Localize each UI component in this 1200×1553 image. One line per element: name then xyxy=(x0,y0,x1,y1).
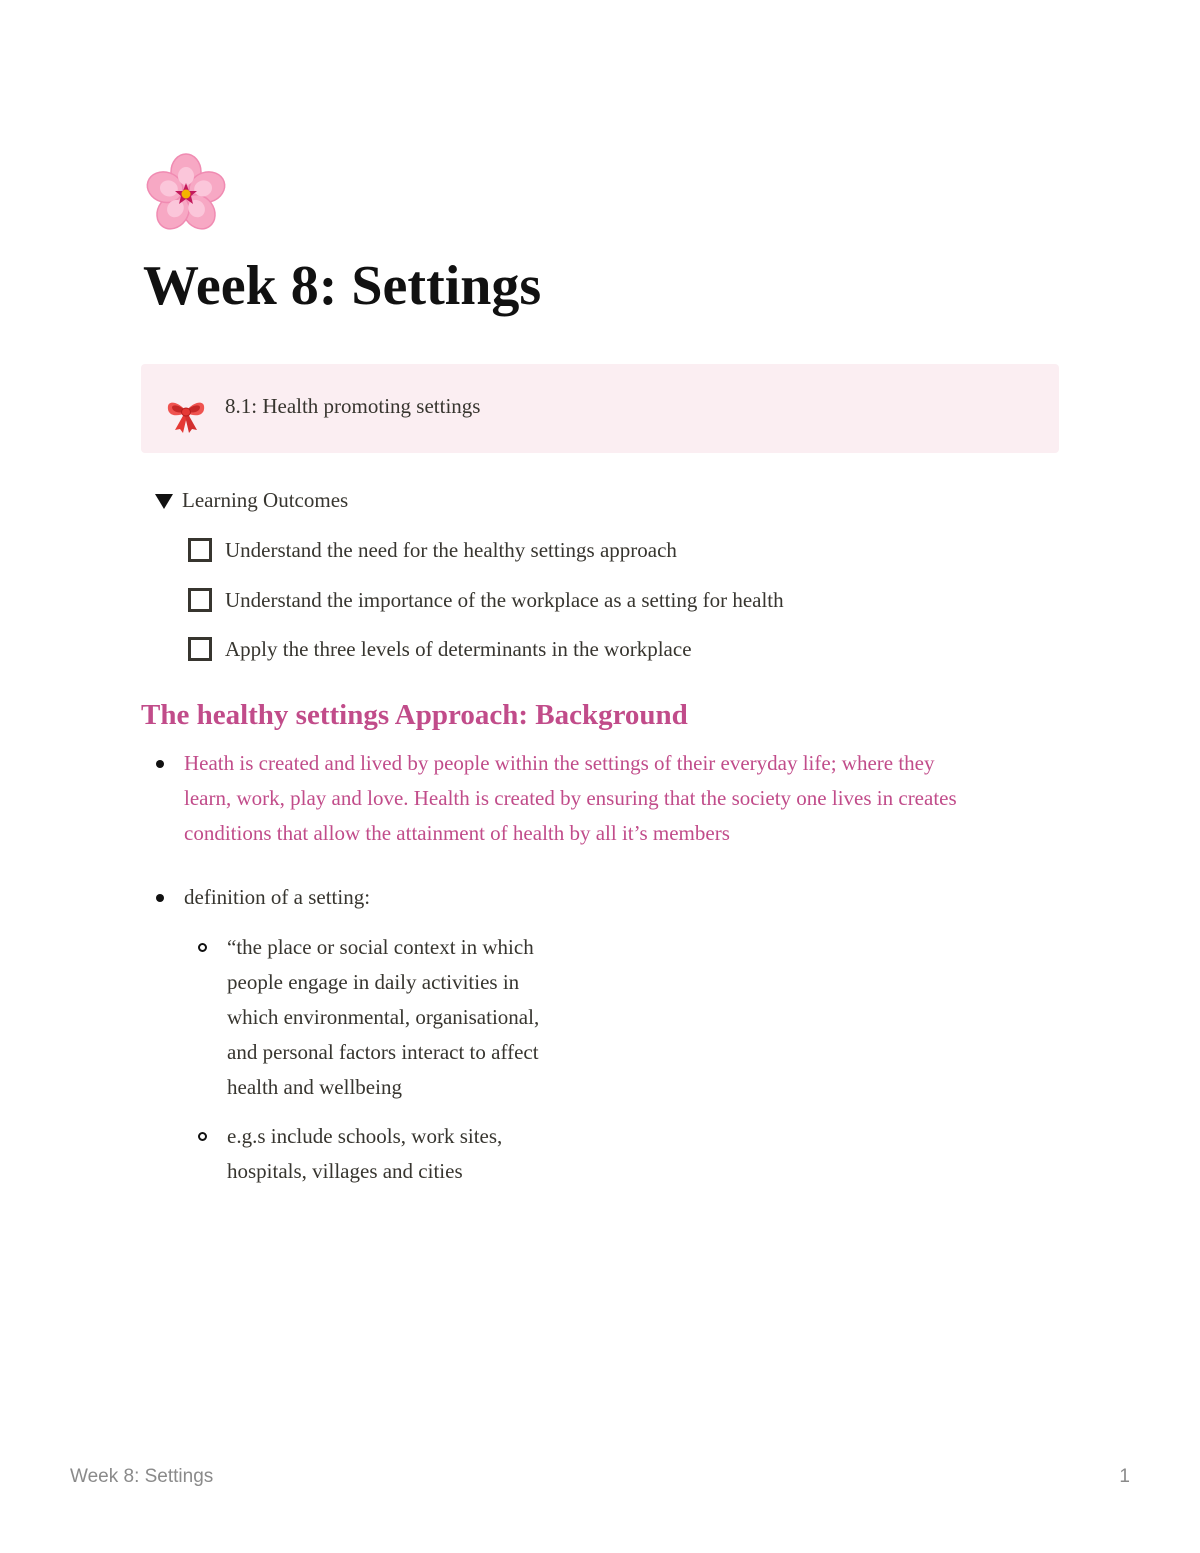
todo-item xyxy=(188,536,677,564)
todo-checkbox[interactable] xyxy=(188,538,212,562)
bullet-text: Heath is created and lived by people within the settings of their everyday life; where they learn, work, play and love. Health is created by ensuring that the society one lives in creates conditions that allow the attainment of health by all it’s members xyxy=(184,751,957,845)
bullet-dot-icon xyxy=(156,760,164,768)
todo-checkbox[interactable] xyxy=(188,637,212,661)
callout-text: 8.1: Health promoting settings xyxy=(225,394,481,418)
bullet-text: “the place or social context in which people engage in daily activities in which environmental, organisational, and personal factors interact to affect health and wellbeing xyxy=(227,935,540,1099)
sub-bullet-circle-icon xyxy=(198,1132,207,1141)
todo-text: Apply the three levels of determinants in the workplace xyxy=(225,637,692,661)
toggle-label: Learning Outcomes xyxy=(182,488,349,512)
todo-checkbox[interactable] xyxy=(188,588,212,612)
callout xyxy=(141,364,1059,453)
cherry-blossom-icon xyxy=(144,152,228,236)
toggle-arrow-icon[interactable] xyxy=(155,494,173,509)
list-item xyxy=(156,746,957,851)
bullet-text: definition of a setting: xyxy=(184,885,371,909)
bullet-dot-icon xyxy=(156,894,164,902)
footer-page-number: 1 xyxy=(1119,1466,1130,1487)
footer-title: Week 8: Settings xyxy=(70,1466,214,1487)
page-title: Week 8: Settings xyxy=(143,255,542,317)
todo-item xyxy=(188,635,692,663)
bullet-text: e.g.s include schools, work sites, hospitals, villages and cities xyxy=(227,1124,503,1183)
section-heading: The healthy settings Approach: Background xyxy=(141,699,688,731)
todo-item xyxy=(188,586,784,614)
list-item xyxy=(198,930,539,1105)
todo-text: Understand the importance of the workplace as a setting for health xyxy=(225,588,784,612)
sub-bullet-circle-icon xyxy=(198,943,207,952)
ribbon-icon xyxy=(165,392,207,434)
todo-text: Understand the need for the healthy settings approach xyxy=(225,538,677,562)
learning-outcomes-toggle[interactable] xyxy=(155,486,348,514)
list-item xyxy=(198,1119,502,1189)
list-item xyxy=(156,880,370,915)
